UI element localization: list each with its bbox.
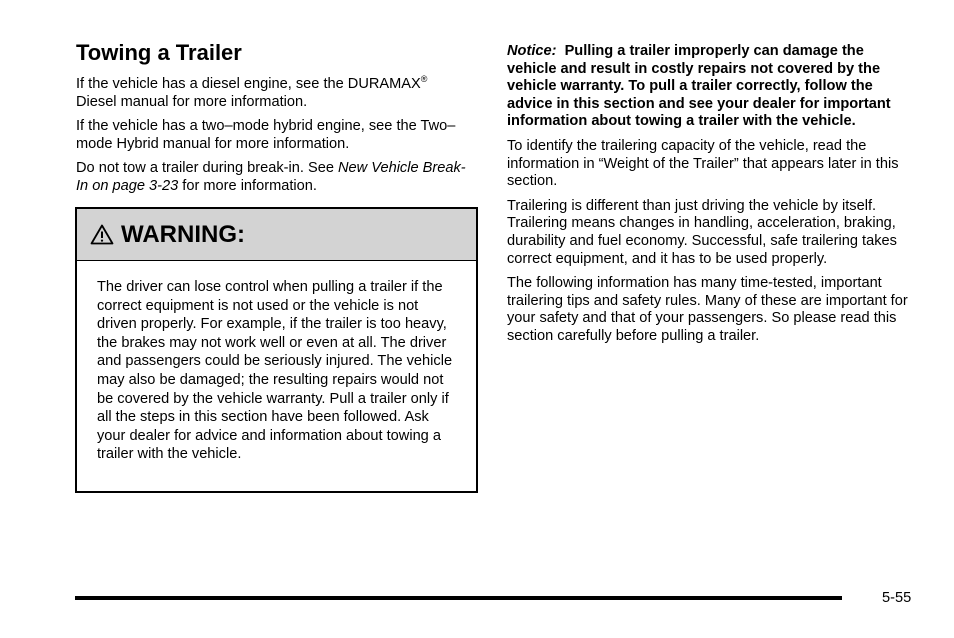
page-number: 5-55 [882, 590, 912, 606]
hybrid-paragraph: If the vehicle has a two–mode hybrid engine, see the Two–mode Hybrid manual for more information. [76, 118, 456, 152]
warning-box [75, 207, 478, 493]
right-column [507, 43, 912, 353]
warning-triangle-icon [90, 224, 114, 245]
diesel-paragraph: If the vehicle has a diesel engine, see the DURAMAX® Diesel manual for more information. [76, 74, 428, 110]
trailering-difference-paragraph: Trailering is different than just driving the vehicle by itself. Trailering means changes in handling, acceleration, braking, durability and fuel economy. Successful, safe trailering takes correct equipment, and it has to be used properly. [507, 197, 897, 267]
warning-title: WARNING: [121, 220, 245, 248]
safety-tips-paragraph: The following information has many time-tested, important trailering tips and safety rules. Many of these are important for your safety and that of your passengers. So please read this section carefully before pulling a trailer. [507, 275, 908, 344]
footer-rule [75, 596, 842, 600]
warning-header [77, 209, 476, 261]
notice-label: Notice: [507, 43, 557, 59]
left-column [76, 40, 476, 203]
section-title: Towing a Trailer [76, 40, 242, 65]
warning-body [77, 261, 476, 464]
warning-text: The driver can lose control when pulling a trailer if the correct equipment is not used or the vehicle is not driven properly. For example, if the trailer is too heavy, the brakes may not work well or even at all. The driver and passengers could be seriously injured. The vehicle may also be damaged; the resulting repairs would not be covered by the vehicle warranty. Pull a trailer only if all the steps in this section have been followed. Ask your dealer for advice and information about towing a trailer with the vehicle. [97, 279, 453, 463]
registered-mark: ® [420, 74, 428, 84]
break-in-reference-link[interactable]: New Vehicle Break-In on page 3-23 [76, 160, 466, 194]
break-in-paragraph: Do not tow a trailer during break-in. See New Vehicle Break-In on page 3-23 for more information. [76, 160, 466, 194]
capacity-paragraph: To identify the trailering capacity of the vehicle, read the information in “Weight of the Trailer” that appears later in this section. [507, 137, 899, 190]
notice-text: Pulling a trailer improperly can damage the vehicle and result in costly repairs not covered by the vehicle warranty. To pull a trailer correctly, follow the advice in this section and see your dealer for important information about towing a trailer with the vehicle. [507, 43, 891, 130]
notice-paragraph [507, 43, 912, 131]
